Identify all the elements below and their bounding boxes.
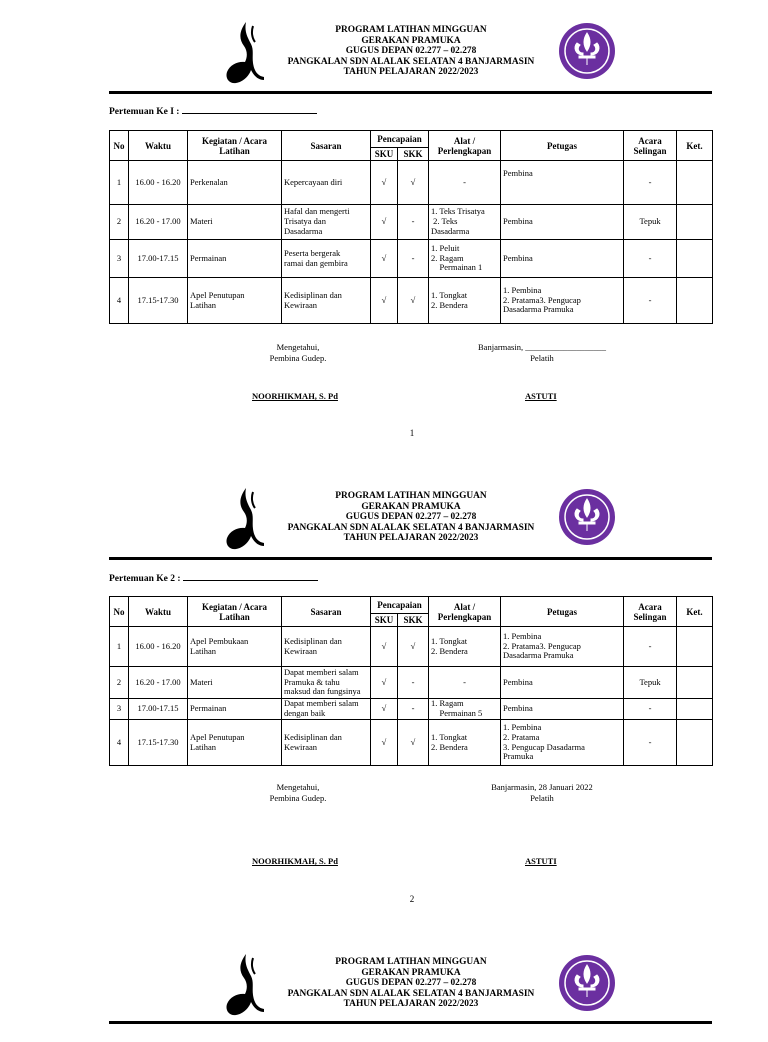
signature-left-block <box>248 782 348 804</box>
cell-line: Kewiraan <box>284 299 318 310</box>
header-line: GUGUS DEPAN 02.277 – 02.278 <box>345 46 477 56</box>
cell-line: - <box>463 176 466 187</box>
cell-sku: √ <box>371 205 398 240</box>
meeting-label <box>109 572 318 584</box>
schedule-table <box>109 596 713 766</box>
cell-alat <box>429 720 501 766</box>
cell-ket <box>677 240 713 278</box>
cell-line: Pembina <box>503 252 533 263</box>
cell-sasaran <box>282 699 371 720</box>
col-pencapaian: Pencapaian <box>371 597 429 614</box>
cell-no: 3 <box>110 699 129 720</box>
cell-line: Kedisiplinan dan <box>284 731 342 742</box>
cell-line: Kepercayaan diri <box>284 176 343 187</box>
cell-ket <box>677 161 713 205</box>
page-number: 1 <box>409 428 415 438</box>
signature-right-block <box>468 342 616 364</box>
col-kegiatan-line: Kegiatan / Acara <box>202 135 267 146</box>
cell-petugas <box>501 699 624 720</box>
header-title <box>266 491 556 544</box>
header-line: TAHUN PELAJARAN 2022/2023 <box>343 999 479 1009</box>
cell-sasaran <box>282 667 371 699</box>
header-line: PROGRAM LATIHAN MINGGUAN <box>335 957 487 967</box>
world-scout-emblem-icon <box>559 489 615 545</box>
cell-waktu: 17.00-17.15 <box>129 699 188 720</box>
header-line: PROGRAM LATIHAN MINGGUAN <box>335 25 487 35</box>
signer-name-left: NOORHIKMAH, S. Pd <box>252 391 338 401</box>
cell-acara: - <box>624 161 677 205</box>
tunas-kelapa-icon <box>224 952 266 1020</box>
cell-line: 1. Peluit <box>431 242 460 253</box>
cell-petugas <box>501 667 624 699</box>
cell-line: Materi <box>190 216 213 227</box>
cell-line: 2. Pratama3. Pengucap <box>503 294 581 305</box>
cell-waktu: 16.00 - 16.20 <box>129 627 188 667</box>
page-number: 2 <box>409 894 415 904</box>
table-row <box>110 278 713 324</box>
cell-acara: - <box>624 627 677 667</box>
cell-line: Permainan 5 <box>431 708 483 718</box>
cell-acara: - <box>624 720 677 766</box>
schedule-table <box>109 130 713 324</box>
cell-line: Pramuka & tahu <box>284 676 340 687</box>
col-acara-line: Acara <box>638 135 662 146</box>
signature-left-block <box>248 342 348 364</box>
cell-line: Perkenalan <box>190 176 228 187</box>
col-kegiatan <box>188 131 282 161</box>
cell-waktu: 17.15-17.30 <box>129 720 188 766</box>
cell-line: Apel Pembukaan <box>190 635 249 646</box>
signature-line: Mengetahui, <box>276 342 320 352</box>
cell-waktu: 16.00 - 16.20 <box>129 161 188 205</box>
col-ket: Ket. <box>677 131 713 161</box>
col-acara <box>624 131 677 161</box>
cell-line: Kewiraan <box>284 741 318 752</box>
cell-ket <box>677 278 713 324</box>
cell-line: Pembina <box>503 216 533 227</box>
cell-line: 1. Tongkat <box>431 731 468 742</box>
cell-line: 1. Tongkat <box>431 289 468 300</box>
signature-line: Pelatih <box>530 353 554 363</box>
cell-no: 4 <box>110 278 129 324</box>
cell-line: Permainan <box>190 703 227 714</box>
signer-name-right: ASTUTI <box>525 856 557 866</box>
cell-acara: Tepuk <box>624 667 677 699</box>
col-petugas: Petugas <box>501 131 624 161</box>
header-line: PANGKALAN SDN ALALAK SELATAN 4 BANJARMASIN <box>287 522 535 533</box>
cell-kegiatan <box>188 627 282 667</box>
cell-petugas <box>501 161 624 205</box>
table-row <box>110 205 713 240</box>
table-row <box>110 240 713 278</box>
world-scout-emblem-icon <box>559 23 615 79</box>
cell-skk: - <box>398 699 429 720</box>
signature-line: Pembina Gudep. <box>269 353 327 363</box>
col-no: No <box>110 131 129 161</box>
cell-skk: √ <box>398 720 429 766</box>
cell-ket <box>677 205 713 240</box>
cell-sku: √ <box>371 699 398 720</box>
cell-sasaran <box>282 627 371 667</box>
signer-name-left: NOORHIKMAH, S. Pd <box>252 856 338 866</box>
signature-line: Mengetahui, <box>276 782 320 792</box>
meeting-label <box>109 105 317 117</box>
table-row <box>110 627 713 667</box>
cell-line: Dasadarma <box>284 225 323 236</box>
col-acara-line: Selingan <box>633 145 667 156</box>
signature-line: Banjarmasin, ___________________ <box>478 342 606 352</box>
cell-waktu: 17.00-17.15 <box>129 240 188 278</box>
signature-line: Banjarmasin, 28 Januari 2022 <box>491 782 593 792</box>
meeting-blank-line <box>183 572 318 581</box>
cell-line: Permainan <box>190 252 227 263</box>
cell-line: Peserta bergerak <box>284 247 341 258</box>
cell-no: 3 <box>110 240 129 278</box>
cell-kegiatan <box>188 278 282 324</box>
cell-no: 1 <box>110 627 129 667</box>
cell-skk: √ <box>398 627 429 667</box>
cell-no: 2 <box>110 667 129 699</box>
cell-line: 2. Ragam <box>431 252 464 263</box>
cell-sku: √ <box>371 278 398 324</box>
cell-no: 4 <box>110 720 129 766</box>
cell-ket <box>677 699 713 720</box>
header-line: GERAKAN PRAMUKA <box>361 35 461 46</box>
cell-line: Kewiraan <box>284 645 318 656</box>
col-alat <box>429 597 501 627</box>
cell-petugas <box>501 278 624 324</box>
signature-right-block <box>468 782 616 804</box>
cell-line: Dasadarma Pramuka <box>503 650 574 661</box>
cell-kegiatan <box>188 667 282 699</box>
cell-line: 1. Pembina <box>503 721 542 732</box>
tunas-kelapa-icon <box>224 486 266 554</box>
cell-line: Pramuka <box>503 751 534 762</box>
meeting-blank-line <box>182 105 317 114</box>
cell-line: Hafal dan mengerti <box>284 206 350 217</box>
col-alat-line: Perlengkapan <box>437 611 492 622</box>
cell-line: 2. Bendera <box>431 645 468 656</box>
cell-skk: - <box>398 240 429 278</box>
cell-line: Pembina <box>503 168 533 178</box>
cell-petugas <box>501 627 624 667</box>
cell-line: 1. Pembina <box>503 630 542 641</box>
col-alat-line: Alat / <box>453 135 476 146</box>
cell-kegiatan <box>188 699 282 720</box>
cell-acara: - <box>624 240 677 278</box>
cell-line: Materi <box>190 676 213 687</box>
cell-line: Permainan 1 <box>431 262 483 273</box>
table-row <box>110 720 713 766</box>
col-acara-line: Selingan <box>633 611 667 622</box>
cell-sasaran <box>282 205 371 240</box>
cell-alat <box>429 627 501 667</box>
cell-kegiatan <box>188 240 282 278</box>
col-sasaran: Sasaran <box>282 131 371 161</box>
cell-skk: - <box>398 205 429 240</box>
cell-line: Latihan <box>190 299 216 310</box>
cell-sasaran <box>282 278 371 324</box>
cell-line: Pembina <box>503 703 533 714</box>
cell-acara: - <box>624 278 677 324</box>
cell-skk: √ <box>398 161 429 205</box>
cell-petugas <box>501 720 624 766</box>
cell-alat <box>429 278 501 324</box>
col-kegiatan <box>188 597 282 627</box>
header-line: GUGUS DEPAN 02.277 – 02.278 <box>345 978 477 988</box>
col-alat <box>429 131 501 161</box>
col-pencapaian: Pencapaian <box>371 131 429 148</box>
col-acara-line: Acara <box>638 601 662 612</box>
cell-acara: Tepuk <box>624 205 677 240</box>
cell-alat <box>429 240 501 278</box>
header-line: TAHUN PELAJARAN 2022/2023 <box>343 533 479 543</box>
cell-line: Pembina <box>503 676 533 687</box>
cell-sku: √ <box>371 161 398 205</box>
cell-ket <box>677 627 713 667</box>
cell-alat <box>429 161 501 205</box>
col-waktu: Waktu <box>129 597 188 627</box>
header-line: PANGKALAN SDN ALALAK SELATAN 4 BANJARMASIN <box>287 988 535 999</box>
cell-petugas <box>501 205 624 240</box>
col-alat-line: Alat / <box>453 601 476 612</box>
table-row <box>110 699 713 720</box>
page-header <box>0 952 768 1042</box>
col-waktu: Waktu <box>129 131 188 161</box>
col-kegiatan-line: Kegiatan / Acara <box>202 601 267 612</box>
cell-alat <box>429 667 501 699</box>
cell-sasaran <box>282 161 371 205</box>
cell-line: 2. Pratama <box>503 731 540 742</box>
cell-ket <box>677 667 713 699</box>
header-line: TAHUN PELAJARAN 2022/2023 <box>343 67 479 77</box>
header-line: GUGUS DEPAN 02.277 – 02.278 <box>345 512 477 522</box>
cell-line: ramai dan gembira <box>284 257 348 268</box>
cell-waktu: 17.15-17.30 <box>129 278 188 324</box>
header-title <box>266 957 556 1010</box>
col-kegiatan-line: Latihan <box>219 611 250 622</box>
meeting-number: Pertemuan Ke I : <box>109 107 180 117</box>
cell-kegiatan <box>188 161 282 205</box>
col-sasaran: Sasaran <box>282 597 371 627</box>
cell-kegiatan <box>188 720 282 766</box>
col-sku: SKU <box>371 148 398 161</box>
header-title <box>266 25 556 78</box>
cell-sku: √ <box>371 240 398 278</box>
header-line: GERAKAN PRAMUKA <box>361 501 461 512</box>
cell-skk: - <box>398 667 429 699</box>
cell-skk: √ <box>398 278 429 324</box>
cell-line: 2. Bendera <box>431 299 468 310</box>
header-line: PANGKALAN SDN ALALAK SELATAN 4 BANJARMASIN <box>287 56 535 67</box>
cell-line: 1. Ragam <box>431 698 464 709</box>
header-line: GERAKAN PRAMUKA <box>361 967 461 978</box>
col-no: No <box>110 597 129 627</box>
signature-line: Pelatih <box>530 793 554 803</box>
cell-line: Dasadarma <box>431 225 470 236</box>
col-sku: SKU <box>371 614 398 627</box>
cell-line: Apel Penutupan <box>190 289 245 300</box>
meeting-number: Pertemuan Ke 2 : <box>109 574 181 584</box>
cell-line: maksud dan fungsinya <box>284 686 361 697</box>
tunas-kelapa-icon <box>224 20 266 88</box>
cell-acara: - <box>624 699 677 720</box>
cell-line: 2. Bendera <box>431 741 468 752</box>
cell-line: Dapat memberi salam <box>284 698 359 709</box>
col-kegiatan-line: Latihan <box>219 145 250 156</box>
cell-ket <box>677 720 713 766</box>
cell-sku: √ <box>371 627 398 667</box>
cell-line: Trisatya dan <box>284 216 326 227</box>
cell-sasaran <box>282 720 371 766</box>
cell-no: 2 <box>110 205 129 240</box>
header-rule <box>109 91 712 94</box>
cell-line: 2. Pratama3. Pengucap <box>503 640 581 651</box>
col-acara <box>624 597 677 627</box>
col-skk: SKK <box>398 148 429 161</box>
cell-line: Latihan <box>190 741 216 752</box>
signature-line: Pembina Gudep. <box>269 793 327 803</box>
table-row <box>110 161 713 205</box>
cell-line: Kedisiplinan dan <box>284 289 342 300</box>
cell-no: 1 <box>110 161 129 205</box>
cell-line: Latihan <box>190 645 216 656</box>
cell-line: Kedisiplinan dan <box>284 635 342 646</box>
col-skk: SKK <box>398 614 429 627</box>
cell-line: - <box>463 676 466 687</box>
cell-sku: √ <box>371 667 398 699</box>
world-scout-emblem-icon <box>559 955 615 1011</box>
table-row <box>110 667 713 699</box>
page-header <box>0 486 768 576</box>
cell-line: Dasadarma Pramuka <box>503 304 574 315</box>
cell-alat <box>429 205 501 240</box>
page-header <box>0 20 768 110</box>
col-ket: Ket. <box>677 597 713 627</box>
signer-name-right: ASTUTI <box>525 391 557 401</box>
cell-alat <box>429 699 501 720</box>
header-line: PROGRAM LATIHAN MINGGUAN <box>335 491 487 501</box>
cell-sasaran <box>282 240 371 278</box>
cell-line: 2. Teks <box>431 216 458 227</box>
cell-sku: √ <box>371 720 398 766</box>
cell-waktu: 16.20 - 17.00 <box>129 667 188 699</box>
cell-line: 3. Pengucap Dasadarma <box>503 741 585 752</box>
col-alat-line: Perlengkapan <box>437 145 492 156</box>
cell-line: Apel Penutupan <box>190 731 245 742</box>
cell-waktu: 16.20 - 17.00 <box>129 205 188 240</box>
cell-line: 1. Teks Trisatya <box>431 206 485 217</box>
cell-line: 1. Pembina <box>503 284 542 295</box>
col-petugas: Petugas <box>501 597 624 627</box>
header-rule <box>109 557 712 560</box>
cell-line: 1. Tongkat <box>431 635 468 646</box>
cell-petugas <box>501 240 624 278</box>
cell-line: Dapat memberi salam <box>284 666 359 677</box>
cell-line: dengan baik <box>284 708 326 718</box>
cell-kegiatan <box>188 205 282 240</box>
